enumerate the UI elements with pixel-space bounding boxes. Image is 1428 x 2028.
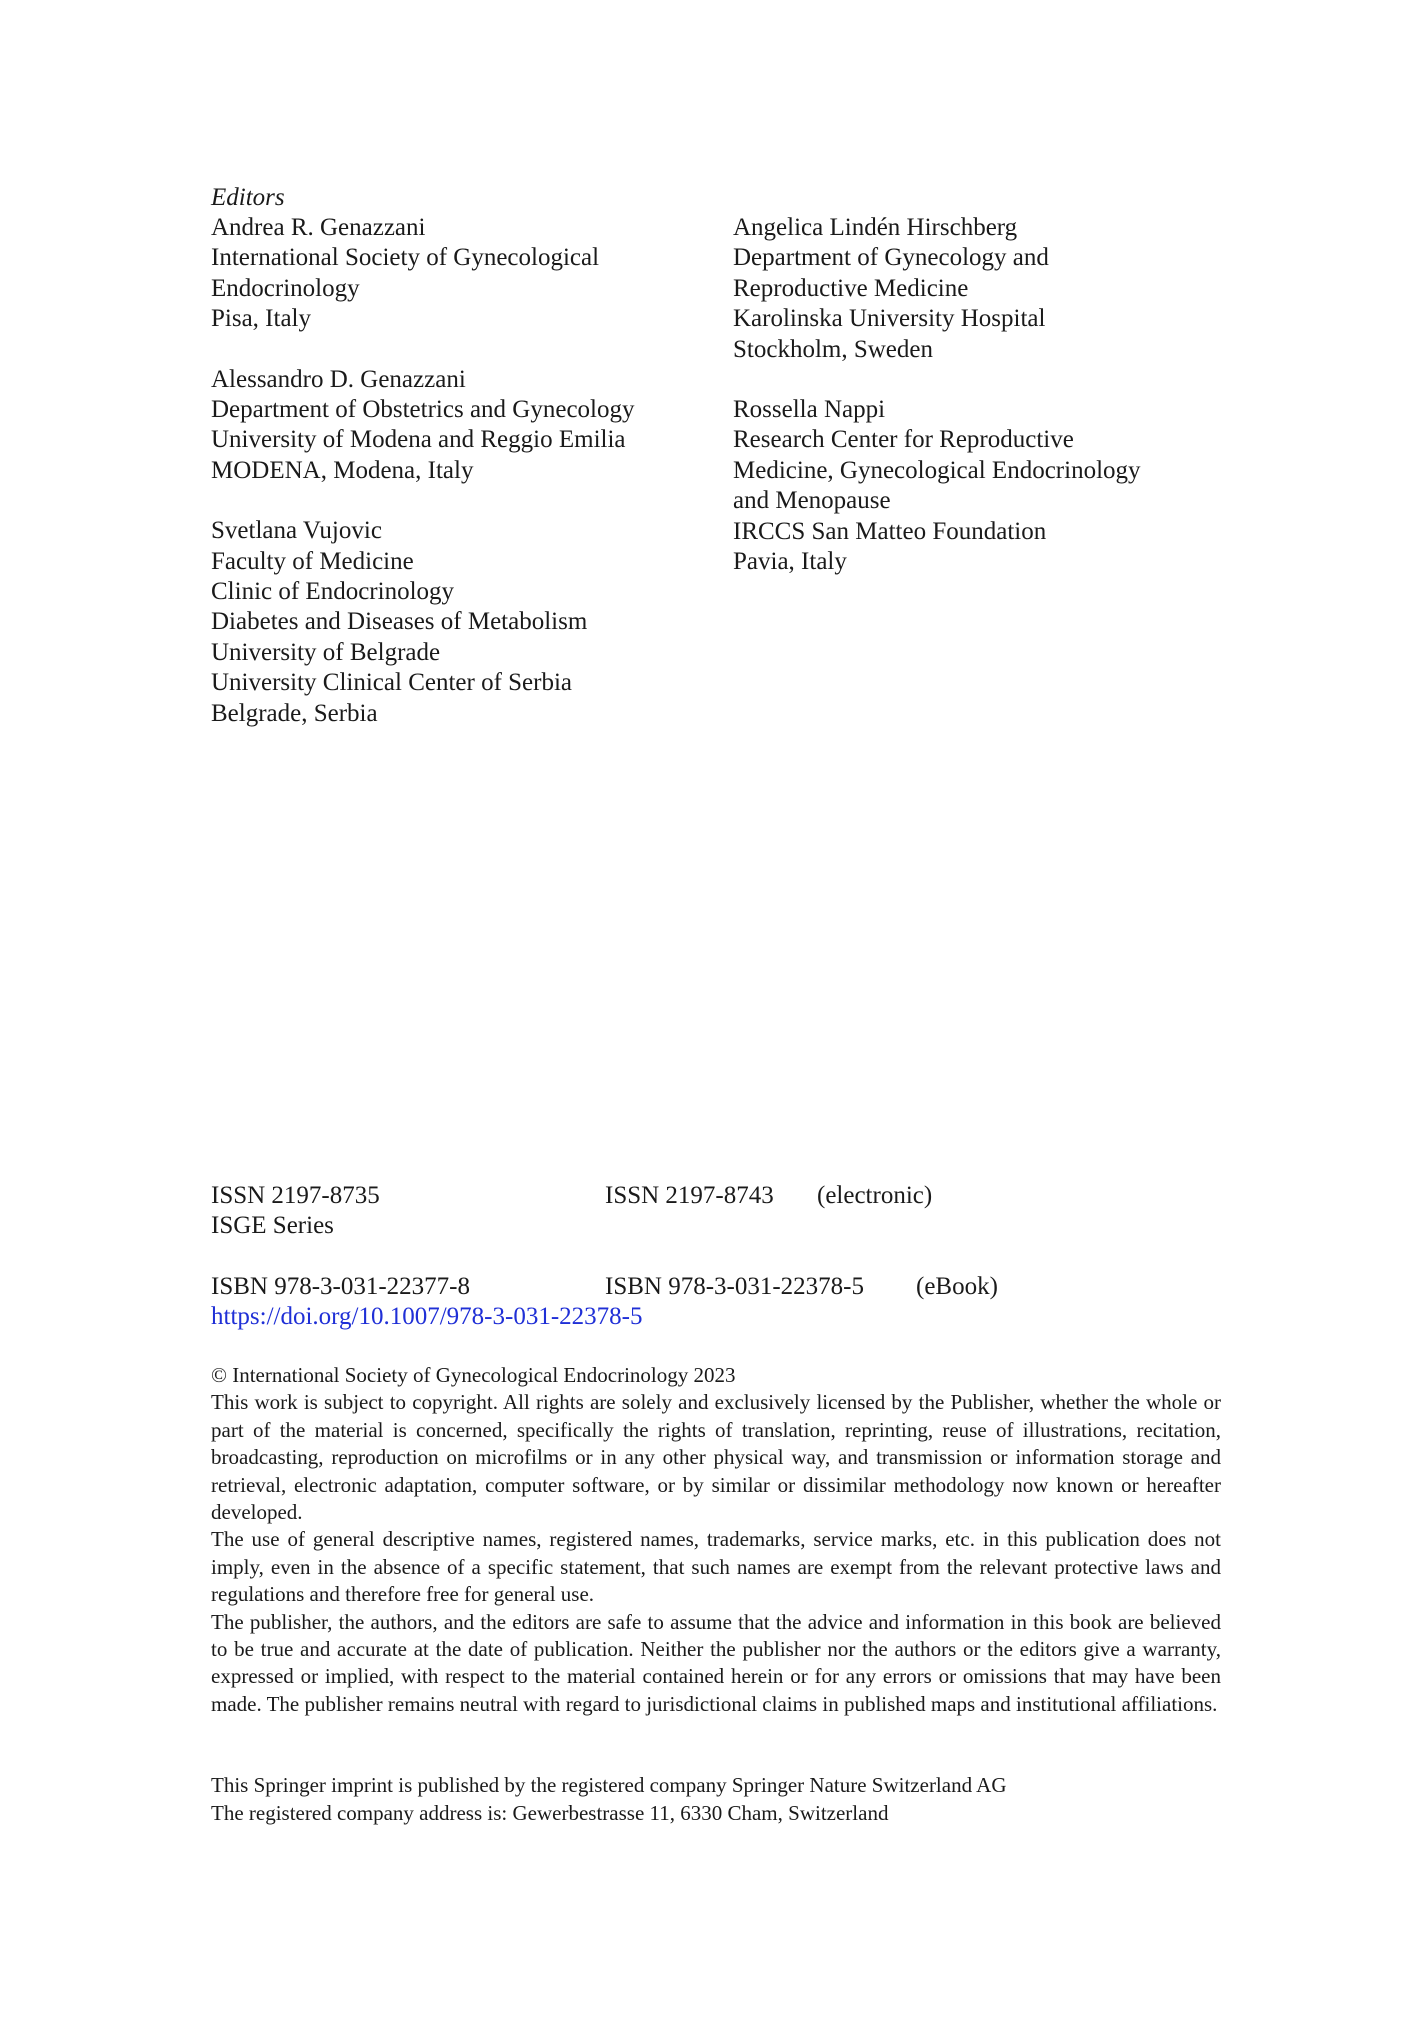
editors-left-column — [211, 213, 711, 759]
editor-entry — [211, 365, 711, 487]
issn-row — [211, 1181, 1221, 1211]
editor-affiliation-line: Clinic of Endocrinology — [211, 578, 455, 606]
isbn-ebook-note: (eBook) — [916, 1272, 998, 1300]
identifiers-block — [211, 1181, 1221, 1333]
copyright-block — [211, 1362, 1221, 1718]
editor-affiliation-line: Department of Gynecology and — [733, 244, 1049, 272]
issn-print: ISSN 2197-8735 — [211, 1182, 380, 1209]
editor-name: Alessandro D. Genazzani — [211, 365, 466, 393]
doi-row — [211, 1302, 1221, 1332]
doi-link[interactable]: https://doi.org/10.1007/978-3-031-22378-5 — [211, 1303, 643, 1331]
editor-name: Rossella Nappi — [733, 396, 886, 424]
editor-affiliation-line: University of Belgrade — [211, 638, 441, 666]
imprint-address-line: The registered company address is: Gewerbestrasse 11, 6330 Cham, Switzerland — [211, 1801, 889, 1825]
isbn-row — [211, 1272, 1221, 1302]
editor-affiliation-line: Pisa, Italy — [211, 305, 311, 333]
copyright-holder: © International Society of Gynecological Endocrinology 2023 — [211, 1363, 736, 1387]
editor-affiliation-line: and Menopause — [733, 487, 891, 515]
editor-affiliation-line: Endocrinology — [211, 274, 360, 302]
editor-name: Svetlana Vujovic — [211, 517, 382, 545]
editor-entry — [211, 213, 711, 335]
editor-affiliation-line: Department of Obstetrics and Gynecology — [211, 396, 635, 424]
trademark-paragraph: The use of general descriptive names, registered names, trademarks, service marks, etc. in this publication does not imply, even in the absence of a specific statement, that such names are exempt from the relevant protective laws and regulations and therefore free for general use. — [211, 1527, 1221, 1607]
editors-heading: Editors — [211, 184, 285, 211]
editor-name: Andrea R. Genazzani — [211, 214, 426, 241]
editor-affiliation-line: Stockholm, Sweden — [733, 335, 933, 363]
editor-affiliation-line: Reproductive Medicine — [733, 274, 969, 302]
isbn-print: ISBN 978-3-031-22377-8 — [211, 1272, 471, 1300]
disclaimer-paragraph: The publisher, the authors, and the editors are safe to assume that the advice and information in this book are believed to be true and accurate at the date of publication. Neither the publisher nor the authors or the editors give a warranty, expressed or implied, with respect to the material contained herein or for any errors or omissions that may have been made. The publisher remains neutral with regard to jurisdictional claims in published maps and institutional affiliations. — [211, 1609, 1221, 1716]
editor-affiliation-line: University of Modena and Reggio Emilia — [211, 426, 626, 454]
imprint-publisher-line: This Springer imprint is published by the registered company Springer Nature Switzerland AG — [211, 1773, 1007, 1797]
editor-affiliation-line: Karolinska University Hospital — [733, 305, 1046, 333]
isbn-ebook: ISBN 978-3-031-22378-5 — [605, 1272, 865, 1300]
editor-entry — [733, 395, 1293, 577]
editor-affiliation-line: Medicine, Gynecological Endocrinology — [733, 456, 1141, 484]
series-name: ISGE Series — [211, 1212, 334, 1240]
imprint-block — [211, 1771, 1221, 1827]
editor-entry — [733, 213, 1293, 365]
editor-affiliation-line: IRCCS San Matteo Foundation — [733, 517, 1047, 545]
editor-affiliation-line: University Clinical Center of Serbia — [211, 669, 573, 697]
editor-affiliation-line: Belgrade, Serbia — [211, 699, 378, 727]
editors-right-column — [733, 213, 1293, 607]
editor-affiliation-line: Pavia, Italy — [733, 548, 847, 576]
editor-entry — [211, 516, 711, 729]
editor-name: Angelica Lindén Hirschberg — [733, 214, 1018, 241]
editor-affiliation-line: International Society of Gynecological — [211, 244, 600, 272]
editor-affiliation-line: MODENA, Modena, Italy — [211, 456, 474, 484]
issn-electronic-note: (electronic) — [817, 1182, 933, 1209]
editor-affiliation-line: Faculty of Medicine — [211, 547, 414, 575]
series-row — [211, 1211, 1221, 1241]
editor-affiliation-line: Diabetes and Diseases of Metabolism — [211, 608, 588, 636]
copyright-paragraph: This work is subject to copyright. All rights are solely and exclusively licensed by the Publisher, whether the whole or part of the material is concerned, specifically the rights of translation, reprinting, reuse of illustrations, recitation, broadcasting, reproduction on microfilms or in any other physical way, and transmission or information storage and retrieval, electronic adaptation, computer software, or by similar or dissimilar methodology now known or hereafter developed. — [211, 1390, 1221, 1525]
issn-electronic: ISSN 2197-8743 — [605, 1182, 774, 1209]
editor-affiliation-line: Research Center for Reproductive — [733, 426, 1074, 454]
